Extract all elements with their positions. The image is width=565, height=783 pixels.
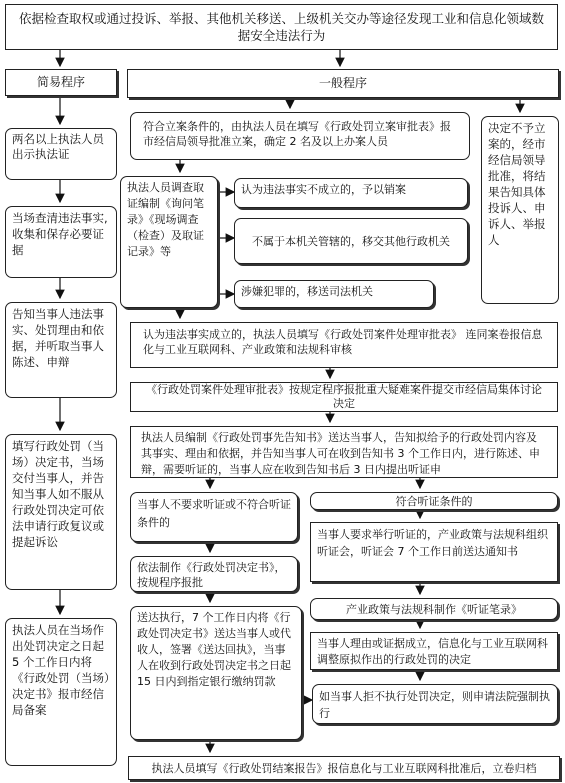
hearing-eligible-box: 符合听证条件的: [310, 492, 558, 510]
review-box: 认为违法事实成立的，执法人员填写《行政处罚案件处理审批表》 连同案卷报信息化与工业互联网科、产业政策和法规科审核: [130, 322, 558, 368]
delivery-box: 送达执行，7 个工作日内将《行政处罚决定书》送达当事人或代收人，签署《送达回执》，当事人在收到行政处罚决定书之日起 15 日内到指定银行缴纳罚款: [130, 606, 302, 740]
simple-procedure-box: 简易程序: [5, 69, 117, 96]
simple-step-5: 执法人员在当场作出处罚决定之日起 5 个工作日内将《行政处罚（当场）决定书》报市经信局备案: [5, 618, 117, 766]
no-case-box: 决定不予立案的，经市经信局领导批准，将结果告知具体投诉人、申诉人、举报人: [481, 116, 559, 304]
adjust-decision-box: 当事人理由或证据成立，信息化与工业互联网科调整原拟作出的行政处罚的决定: [310, 632, 558, 670]
simple-step-2: 当场查清违法事实,收集和保存必要证据: [5, 206, 117, 278]
investigation-box: 执法人员调查取证编制《询问笔录》《现场调查（检查）及取证记录》等: [120, 176, 218, 308]
hearing-notice-box: 当事人要求举行听证的，产业政策与法规科组织听证会，听证会 7 个工作日前送达通知书: [310, 522, 558, 582]
hearing-record-box: 产业政策与法规科制作《听证笔录》: [310, 598, 558, 620]
prior-notice-box: 执法人员编制《行政处罚事先告知书》送达当事人，告知拟给予的行政处罚内容及其事实、理由和依据，并告知当事人可在收到告知书 3 个工作日内，进行陈述、申辩，需要听证的，当事人应在收到告知书后 3 日内提出听证申: [130, 426, 558, 478]
simple-step-3: 告知当事人违法事实、处罚理由和依据，并听取当事人陈述、申辩: [5, 302, 117, 398]
decision-box: 依法制作《行政处罚决定书》，按规程序报批: [130, 556, 298, 592]
result-dismiss-box: 认为违法事实不成立的，予以销案: [234, 178, 468, 208]
no-hearing-box: 当事人不要求听证或不符合听证条件的: [130, 492, 298, 542]
result-transfer-box: 不属于本机关管辖的，移交其他行政机关: [234, 218, 468, 264]
closing-box: 执法人员填写《行政处罚结案报告》报信息化与工业互联网科批准后，立卷归档: [128, 756, 560, 780]
source-box: 依据检查取权或通过投诉、举报、其他机关移送、上级机关交办等途径发现工业和信息化领域数据安全违法行为: [5, 4, 558, 50]
enforcement-box: 如当事人拒不执行处罚决定，则申请法院强制执行: [312, 684, 558, 724]
approval-box: 《行政处罚案件处理审批表》按规定程序报批重大疑难案件提交市经信局集体讨论决定: [130, 382, 558, 412]
file-case-box: 符合立案条件的，由执法人员在填写《行政处罚立案审批表》报市经信局领导批准立案，确定 2 名及以上办案人员: [130, 112, 470, 160]
simple-step-4: 填写行政处罚（当场）决定书，当场交付当事人，并告知当事人如不服从行政处罚决定可依法申请行政复议或提起诉讼: [5, 434, 117, 590]
result-judicial-box: 涉嫌犯罪的，移送司法机关: [234, 280, 434, 308]
simple-step-1: 两名以上执法人员出示执法证: [5, 128, 117, 180]
general-procedure-box: 一般程序: [127, 69, 559, 98]
